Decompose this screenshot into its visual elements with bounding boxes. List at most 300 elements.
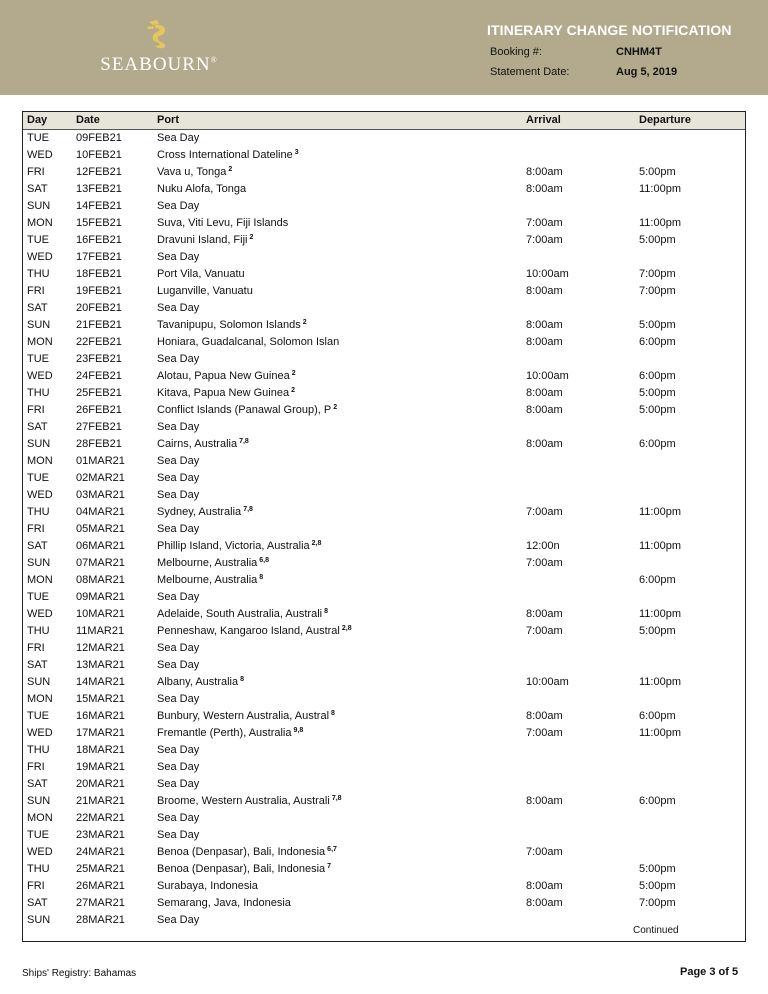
arrival-cell xyxy=(526,540,560,552)
day-cell-text: WED xyxy=(27,608,53,620)
departure-cell-text: 11:00pm xyxy=(639,217,681,229)
arrival-cell-text: 7:00am xyxy=(526,846,563,858)
port-cell xyxy=(157,506,253,518)
port-cell-text: Port Vila, Vanuatu xyxy=(157,268,245,280)
footnote-marker: 2 xyxy=(249,234,254,241)
port-cell xyxy=(157,353,199,365)
arrival-cell-text: 7:00am xyxy=(526,727,563,739)
day-cell xyxy=(27,200,50,212)
date-cell xyxy=(76,217,122,229)
day-cell xyxy=(27,370,53,382)
booking-value: CNHM4T xyxy=(616,46,662,58)
day-cell-text: FRI xyxy=(27,761,45,773)
date-cell-text: 21FEB21 xyxy=(76,319,122,331)
port-cell xyxy=(157,812,199,824)
day-cell-text: TUE xyxy=(27,591,49,603)
port-cell xyxy=(157,336,339,348)
port-cell xyxy=(157,897,291,909)
arrival-cell xyxy=(526,234,563,246)
date-cell-text: 19FEB21 xyxy=(76,285,122,297)
port-cell-text: Sea Day xyxy=(157,200,200,212)
date-cell xyxy=(76,387,122,399)
port-cell xyxy=(157,302,199,314)
day-cell xyxy=(27,659,48,671)
date-cell xyxy=(76,506,125,518)
arrival-cell-text: 8:00am xyxy=(526,387,563,399)
port-cell xyxy=(157,608,328,620)
port-cell xyxy=(157,251,199,263)
day-cell xyxy=(27,880,45,892)
port-cell xyxy=(157,540,321,552)
date-cell xyxy=(76,149,122,161)
date-cell xyxy=(76,319,122,331)
port-cell xyxy=(157,710,335,722)
departure-cell-text: 6:00pm xyxy=(639,370,676,382)
arrival-cell-text: 10:00am xyxy=(526,370,569,382)
port-cell-text: Luganville, Vanuatu xyxy=(157,285,253,297)
port-cell-text: Tavanipupu, Solomon Islands xyxy=(157,319,301,331)
day-cell-text: TUE xyxy=(27,472,49,484)
date-cell xyxy=(76,829,125,841)
date-cell-text: 13FEB21 xyxy=(76,183,122,195)
port-cell-text: Sea Day xyxy=(157,778,200,790)
table-row xyxy=(23,487,745,504)
day-cell-text: WED xyxy=(27,727,53,739)
date-cell xyxy=(76,846,125,858)
day-cell-text: SAT xyxy=(27,897,48,909)
departure-cell xyxy=(639,166,676,178)
table-row xyxy=(23,436,745,453)
day-cell xyxy=(27,574,53,586)
day-cell xyxy=(27,268,50,280)
port-cell-text: Sea Day xyxy=(157,591,200,603)
arrival-cell-text: 8:00am xyxy=(526,608,563,620)
day-cell-text: MON xyxy=(27,217,53,229)
table-row xyxy=(23,844,745,861)
date-cell xyxy=(76,540,125,552)
seabourn-logo xyxy=(96,18,222,78)
arrival-cell-text: 7:00am xyxy=(526,234,563,246)
day-cell-text: FRI xyxy=(27,285,45,297)
date-cell-text: 08MAR21 xyxy=(76,574,125,586)
departure-cell-text: 6:00pm xyxy=(639,795,676,807)
port-cell xyxy=(157,200,199,212)
departure-cell-text: 7:00pm xyxy=(639,285,676,297)
date-cell-text: 22MAR21 xyxy=(76,812,125,824)
day-cell-text: SUN xyxy=(27,676,51,688)
footnote-marker: 9,8 xyxy=(293,727,304,734)
date-cell-text: 15FEB21 xyxy=(76,217,122,229)
date-cell xyxy=(76,863,125,875)
port-cell xyxy=(157,744,199,756)
table-row xyxy=(23,538,745,555)
day-cell-text: SAT xyxy=(27,778,48,790)
port-cell-text: Sea Day xyxy=(157,251,200,263)
date-cell-text: 12FEB21 xyxy=(76,166,122,178)
day-cell xyxy=(27,710,49,722)
departure-cell xyxy=(639,608,681,620)
departure-cell-text: 5:00pm xyxy=(639,166,676,178)
table-row xyxy=(23,623,745,640)
port-cell xyxy=(157,659,199,671)
day-cell-text: SUN xyxy=(27,200,51,212)
arrival-cell xyxy=(526,710,563,722)
date-cell xyxy=(76,489,125,501)
port-cell xyxy=(157,676,244,688)
date-cell xyxy=(76,761,125,773)
date-cell xyxy=(76,251,122,263)
table-row xyxy=(23,895,745,912)
port-cell xyxy=(157,455,199,467)
table-row xyxy=(23,300,745,317)
date-cell-text: 17FEB21 xyxy=(76,251,122,263)
day-cell xyxy=(27,302,48,314)
statement-date-label: Statement Date: xyxy=(490,66,570,78)
date-cell xyxy=(76,880,125,892)
day-cell-text: FRI xyxy=(27,404,45,416)
table-row xyxy=(23,606,745,623)
port-cell-text: Cairns, Australia xyxy=(157,438,238,450)
port-cell xyxy=(157,523,199,535)
date-cell-text: 20MAR21 xyxy=(76,778,125,790)
footnote-marker: 8 xyxy=(259,574,264,581)
date-cell-text: 07MAR21 xyxy=(76,557,125,569)
day-cell xyxy=(27,472,49,484)
day-cell xyxy=(27,132,49,144)
date-cell-text: 02MAR21 xyxy=(76,472,125,484)
table-row xyxy=(23,317,745,334)
date-cell xyxy=(76,200,122,212)
table-row xyxy=(23,504,745,521)
day-cell-text: MON xyxy=(27,574,53,586)
header-day: Day xyxy=(27,114,48,126)
table-body xyxy=(23,130,745,929)
port-cell xyxy=(157,642,199,654)
departure-cell-text: 7:00pm xyxy=(639,268,676,280)
port-cell-text: Sea Day xyxy=(157,693,200,705)
day-cell-text: MON xyxy=(27,455,53,467)
footnote-marker: 7,8 xyxy=(243,506,253,513)
departure-cell xyxy=(639,625,676,637)
date-cell xyxy=(76,132,122,144)
date-cell-text: 06MAR21 xyxy=(76,540,125,552)
arrival-cell xyxy=(526,897,563,909)
arrival-cell-text: 8:00am xyxy=(526,336,563,348)
date-cell-text: 01MAR21 xyxy=(76,455,125,467)
arrival-cell xyxy=(526,183,563,195)
table-row xyxy=(23,147,745,164)
departure-cell-text: 6:00pm xyxy=(639,336,676,348)
departure-cell-text: 11:00pm xyxy=(639,676,681,688)
table-row xyxy=(23,708,745,725)
day-cell xyxy=(27,506,50,518)
date-cell xyxy=(76,455,125,467)
day-cell xyxy=(27,438,50,450)
port-cell xyxy=(157,268,245,280)
header-band xyxy=(0,0,768,95)
port-cell-text: Conflict Islands (Panawal Group), P xyxy=(157,404,332,416)
date-cell-text: 16MAR21 xyxy=(76,710,125,722)
footnote-marker: 2,8 xyxy=(311,540,322,547)
port-cell xyxy=(157,489,199,501)
day-cell-text: TUE xyxy=(27,132,49,144)
table-row xyxy=(23,640,745,657)
departure-cell xyxy=(639,370,676,382)
day-cell-text: FRI xyxy=(27,880,45,892)
port-cell-text: Sea Day xyxy=(157,642,200,654)
page-number: Page 3 of 5 xyxy=(680,966,739,978)
table-row xyxy=(23,368,745,385)
port-cell xyxy=(157,132,199,144)
date-cell xyxy=(76,234,122,246)
day-cell-text: TUE xyxy=(27,829,49,841)
footnote-marker: 6,8 xyxy=(259,557,270,564)
day-cell-text: SUN xyxy=(27,438,51,450)
departure-cell-text: 5:00pm xyxy=(639,234,676,246)
day-cell-text: SAT xyxy=(27,302,48,314)
arrival-cell xyxy=(526,217,563,229)
date-cell-text: 23MAR21 xyxy=(76,829,125,841)
day-cell xyxy=(27,217,53,229)
table-row xyxy=(23,776,745,793)
table-row xyxy=(23,419,745,436)
arrival-cell xyxy=(526,166,563,178)
table-row xyxy=(23,198,745,215)
departure-cell-text: 6:00pm xyxy=(639,574,676,586)
table-row xyxy=(23,572,745,589)
date-cell-text: 21MAR21 xyxy=(76,795,125,807)
arrival-cell-text: 7:00am xyxy=(526,506,563,518)
table-row xyxy=(23,657,745,674)
table-row xyxy=(23,470,745,487)
arrival-cell-text: 7:00am xyxy=(526,217,563,229)
day-cell-text: THU xyxy=(27,625,50,637)
departure-cell xyxy=(639,727,681,739)
day-cell-text: SUN xyxy=(27,557,51,569)
port-cell xyxy=(157,319,307,331)
day-cell xyxy=(27,591,49,603)
day-cell xyxy=(27,149,53,161)
port-cell-text: Sea Day xyxy=(157,302,200,314)
date-cell xyxy=(76,336,122,348)
day-cell-text: MON xyxy=(27,812,53,824)
port-cell-text: Semarang, Java, Indonesia xyxy=(157,897,291,909)
arrival-cell xyxy=(526,285,563,297)
arrival-cell-text: 8:00am xyxy=(526,166,563,178)
port-cell-text: Fremantle (Perth), Australia xyxy=(157,727,292,739)
port-cell-text: Broome, Western Australia, Australi xyxy=(157,795,330,807)
day-cell-text: TUE xyxy=(27,234,49,246)
footnote-marker: 2 xyxy=(291,387,295,394)
date-cell xyxy=(76,710,125,722)
departure-cell xyxy=(639,897,676,909)
date-cell xyxy=(76,574,125,586)
day-cell xyxy=(27,489,53,501)
port-cell xyxy=(157,404,337,416)
arrival-cell xyxy=(526,608,563,620)
port-cell xyxy=(157,387,295,399)
date-cell xyxy=(76,897,125,909)
day-cell xyxy=(27,319,50,331)
arrival-cell xyxy=(526,676,569,688)
date-cell xyxy=(76,642,125,654)
date-cell xyxy=(76,591,125,603)
date-cell-text: 27FEB21 xyxy=(76,421,122,433)
day-cell-text: WED xyxy=(27,489,53,501)
date-cell-text: 18FEB21 xyxy=(76,268,122,280)
departure-cell xyxy=(639,217,681,229)
footnote-marker: 2,8 xyxy=(341,625,352,632)
footnote-marker: 7 xyxy=(327,863,332,870)
port-cell xyxy=(157,557,269,569)
date-cell-text: 10FEB21 xyxy=(76,149,122,161)
date-cell xyxy=(76,795,125,807)
day-cell xyxy=(27,761,45,773)
arrival-cell-text: 7:00am xyxy=(526,625,563,637)
port-cell xyxy=(157,625,352,637)
table-row xyxy=(23,351,745,368)
table-row xyxy=(23,164,745,181)
day-cell xyxy=(27,557,50,569)
day-cell-text: TUE xyxy=(27,353,49,365)
table-row xyxy=(23,130,745,147)
day-cell-text: SUN xyxy=(27,795,51,807)
day-cell xyxy=(27,863,50,875)
ships-registry: Ships' Registry: Bahamas xyxy=(22,968,137,979)
date-cell xyxy=(76,557,125,569)
day-cell-text: THU xyxy=(27,863,50,875)
departure-cell xyxy=(639,285,676,297)
date-cell-text: 27MAR21 xyxy=(76,897,125,909)
day-cell xyxy=(27,744,50,756)
table-row xyxy=(23,691,745,708)
day-cell xyxy=(27,829,49,841)
port-cell-text: Phillip Island, Victoria, Australia xyxy=(157,540,310,552)
day-cell-text: FRI xyxy=(27,166,45,178)
date-cell xyxy=(76,625,124,637)
port-cell xyxy=(157,693,199,705)
day-cell xyxy=(27,353,49,365)
header-date: Date xyxy=(76,114,100,126)
date-cell-text: 14MAR21 xyxy=(76,676,125,688)
day-cell-text: WED xyxy=(27,149,53,161)
day-cell-text: TUE xyxy=(27,710,49,722)
port-cell-text: Adelaide, South Australia, Australi xyxy=(157,608,323,620)
day-cell xyxy=(27,778,48,790)
notification-title: ITINERARY CHANGE NOTIFICATION xyxy=(487,22,732,38)
footnote-marker: 6,7 xyxy=(327,846,337,853)
day-cell-text: THU xyxy=(27,506,50,518)
date-cell xyxy=(76,744,125,756)
table-row xyxy=(23,521,745,538)
date-cell-text: 04MAR21 xyxy=(76,506,125,518)
port-cell-text: Sea Day xyxy=(157,353,200,365)
port-cell xyxy=(157,166,232,178)
table-header xyxy=(23,112,745,130)
footnote-marker: 8 xyxy=(324,608,329,615)
date-cell-text: 20FEB21 xyxy=(76,302,122,314)
table-row xyxy=(23,827,745,844)
port-cell xyxy=(157,880,258,892)
day-cell xyxy=(27,404,45,416)
table-row xyxy=(23,385,745,402)
port-cell-text: Alotau, Papua New Guinea xyxy=(157,370,290,382)
arrival-cell xyxy=(526,268,569,280)
departure-cell-text: 5:00pm xyxy=(639,319,676,331)
itinerary-table xyxy=(22,111,746,942)
date-cell-text: 12MAR21 xyxy=(76,642,125,654)
port-cell xyxy=(157,370,296,382)
day-cell xyxy=(27,693,53,705)
date-cell xyxy=(76,472,125,484)
day-cell xyxy=(27,523,45,535)
day-cell-text: MON xyxy=(27,693,53,705)
day-cell xyxy=(27,540,48,552)
port-cell xyxy=(157,863,331,875)
port-cell xyxy=(157,846,337,858)
day-cell-text: THU xyxy=(27,387,50,399)
day-cell-text: THU xyxy=(27,744,50,756)
arrival-cell-text: 7:00am xyxy=(526,557,563,569)
departure-cell-text: 11:00pm xyxy=(639,540,681,552)
port-cell-text: Sea Day xyxy=(157,829,200,841)
departure-cell xyxy=(639,710,676,722)
departure-cell-text: 5:00pm xyxy=(639,880,676,892)
port-cell xyxy=(157,421,199,433)
day-cell-text: WED xyxy=(27,846,53,858)
date-cell xyxy=(76,438,122,450)
continued-note: Continued xyxy=(633,925,679,936)
day-cell-text: SAT xyxy=(27,659,48,671)
arrival-cell xyxy=(526,387,563,399)
departure-cell xyxy=(639,387,676,399)
port-cell-text: Dravuni Island, Fiji xyxy=(157,234,248,246)
day-cell xyxy=(27,387,50,399)
departure-cell xyxy=(639,336,676,348)
departure-cell xyxy=(639,438,676,450)
date-cell-text: 23FEB21 xyxy=(76,353,122,365)
day-cell-text: THU xyxy=(27,268,50,280)
arrival-cell xyxy=(526,880,563,892)
date-cell-text: 25MAR21 xyxy=(76,863,125,875)
port-cell-text: Sea Day xyxy=(157,659,200,671)
footnote-marker: 8 xyxy=(331,710,335,717)
date-cell-text: 09MAR21 xyxy=(76,591,125,603)
table-row xyxy=(23,793,745,810)
departure-cell-text: 11:00pm xyxy=(639,727,681,739)
date-cell-text: 26FEB21 xyxy=(76,404,122,416)
port-cell-text: Sea Day xyxy=(157,421,200,433)
day-cell xyxy=(27,846,53,858)
port-cell-text: Sea Day xyxy=(157,914,200,926)
arrival-cell xyxy=(526,795,563,807)
day-cell-text: FRI xyxy=(27,523,45,535)
port-cell-text: Bunbury, Western Australia, Austral xyxy=(157,710,330,722)
date-cell xyxy=(76,727,125,739)
port-cell xyxy=(157,727,303,739)
day-cell xyxy=(27,897,48,909)
table-row xyxy=(23,453,745,470)
table-row xyxy=(23,181,745,198)
arrival-cell-text: 12:00n xyxy=(526,540,560,552)
table-row xyxy=(23,215,745,232)
port-cell-text: Melbourne, Australia xyxy=(157,574,258,586)
day-cell-text: FRI xyxy=(27,642,45,654)
day-cell xyxy=(27,608,53,620)
date-cell xyxy=(76,812,125,824)
date-cell-text: 28FEB21 xyxy=(76,438,122,450)
departure-cell-text: 11:00pm xyxy=(639,608,681,620)
